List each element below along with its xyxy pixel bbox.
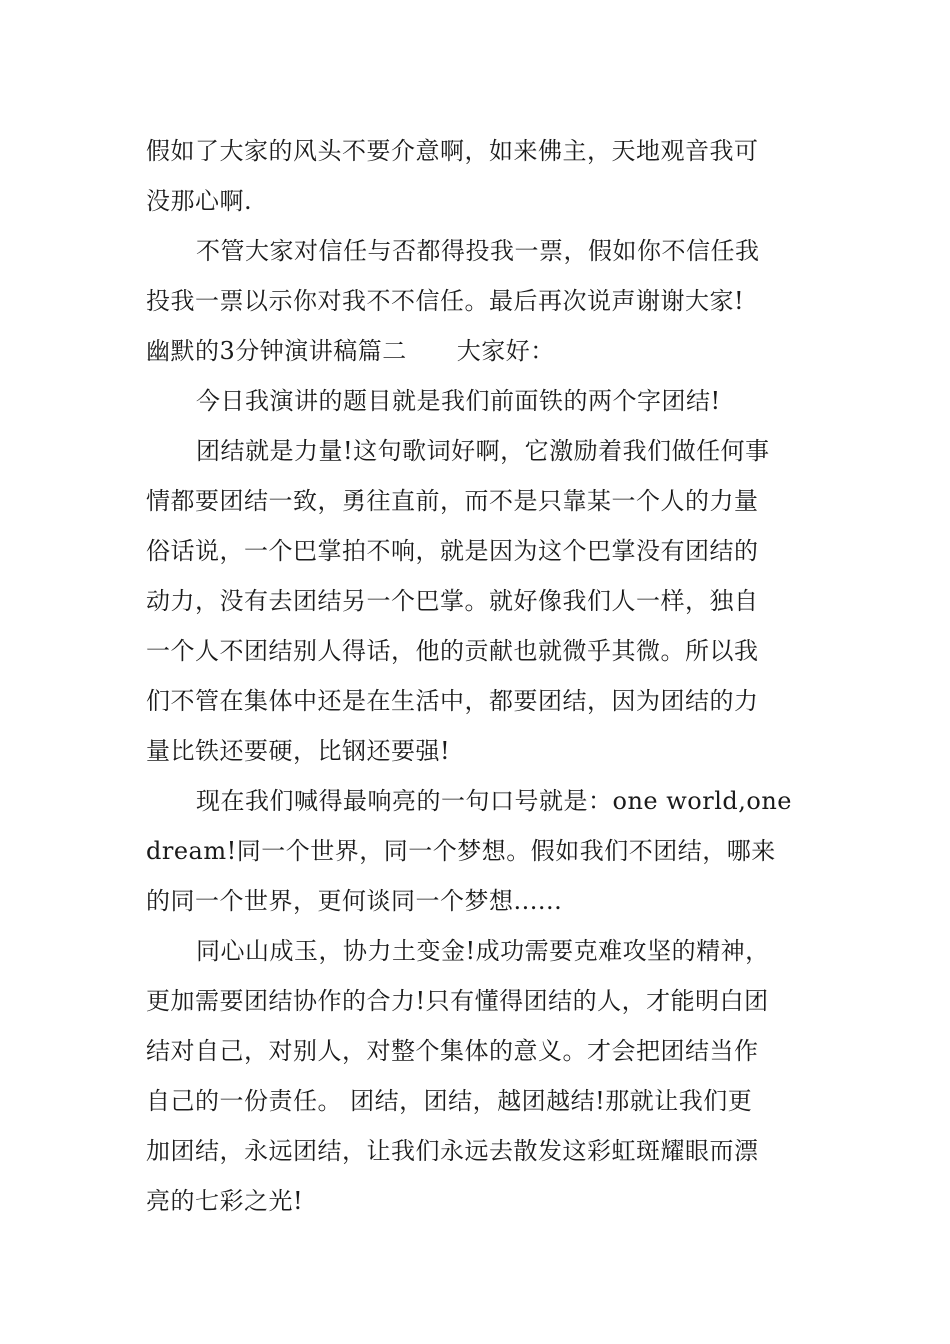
text-line: 量比铁还要硬，比钢还要强!: [146, 737, 451, 765]
text-line: 自己的一份责任。 团结，团结，越团越结!那就让我们更: [146, 1087, 753, 1115]
paragraph-start: 不管大家对信任与否都得投我一票，假如你不信任我: [196, 237, 760, 265]
greeting: 大家好：: [456, 337, 555, 365]
text-line: 加团结，永远团结，让我们永远去散发这彩虹斑耀眼而漂: [146, 1137, 759, 1165]
text-line: 情都要团结一致，勇往直前，而不是只靠某一个人的力量: [146, 487, 759, 515]
paragraph-start: 同心山成玉，协力土变金!成功需要克难攻坚的精神，: [196, 937, 770, 965]
paragraph-start: 现在我们喊得最响亮的一句口号就是：one world,one: [196, 787, 792, 815]
paragraph-start: 团结就是力量!这句歌词好啊，它激励着我们做任何事: [196, 437, 770, 465]
text-line: 假如了大家的风头不要介意啊，如来佛主，天地观音我可: [146, 137, 759, 165]
text-line: 一个人不团结别人得话，他的贡献也就微乎其微。所以我: [146, 637, 759, 665]
text-line: 亮的七彩之光!: [146, 1187, 304, 1215]
text-line: 们不管在集体中还是在生活中，都要团结，因为团结的力: [146, 687, 759, 715]
text-line: 更加需要团结协作的合力!只有懂得团结的人，才能明白团: [146, 987, 769, 1015]
text-line: 没那心啊.: [146, 187, 253, 215]
text-line: 投我一票以示你对我不不信任。最后再次说声谢谢大家!: [146, 287, 745, 315]
section-heading: 幽默的3分钟演讲稿篇二: [146, 337, 407, 365]
text-line: 的同一个世界，更何谈同一个梦想......: [146, 887, 563, 915]
text-line: 俗话说，一个巴掌拍不响，就是因为这个巴掌没有团结的: [146, 537, 759, 565]
paragraph-start: 今日我演讲的题目就是我们前面铁的两个字团结!: [196, 387, 721, 415]
text-line: 结对自己，对别人，对整个集体的意义。才会把团结当作: [146, 1037, 759, 1065]
section-heading-line: [146, 336, 555, 366]
text-line: dream!同一个世界，同一个梦想。假如我们不团结，哪来: [146, 837, 776, 865]
text-line: 动力，没有去团结另一个巴掌。就好像我们人一样，独自: [146, 587, 759, 615]
